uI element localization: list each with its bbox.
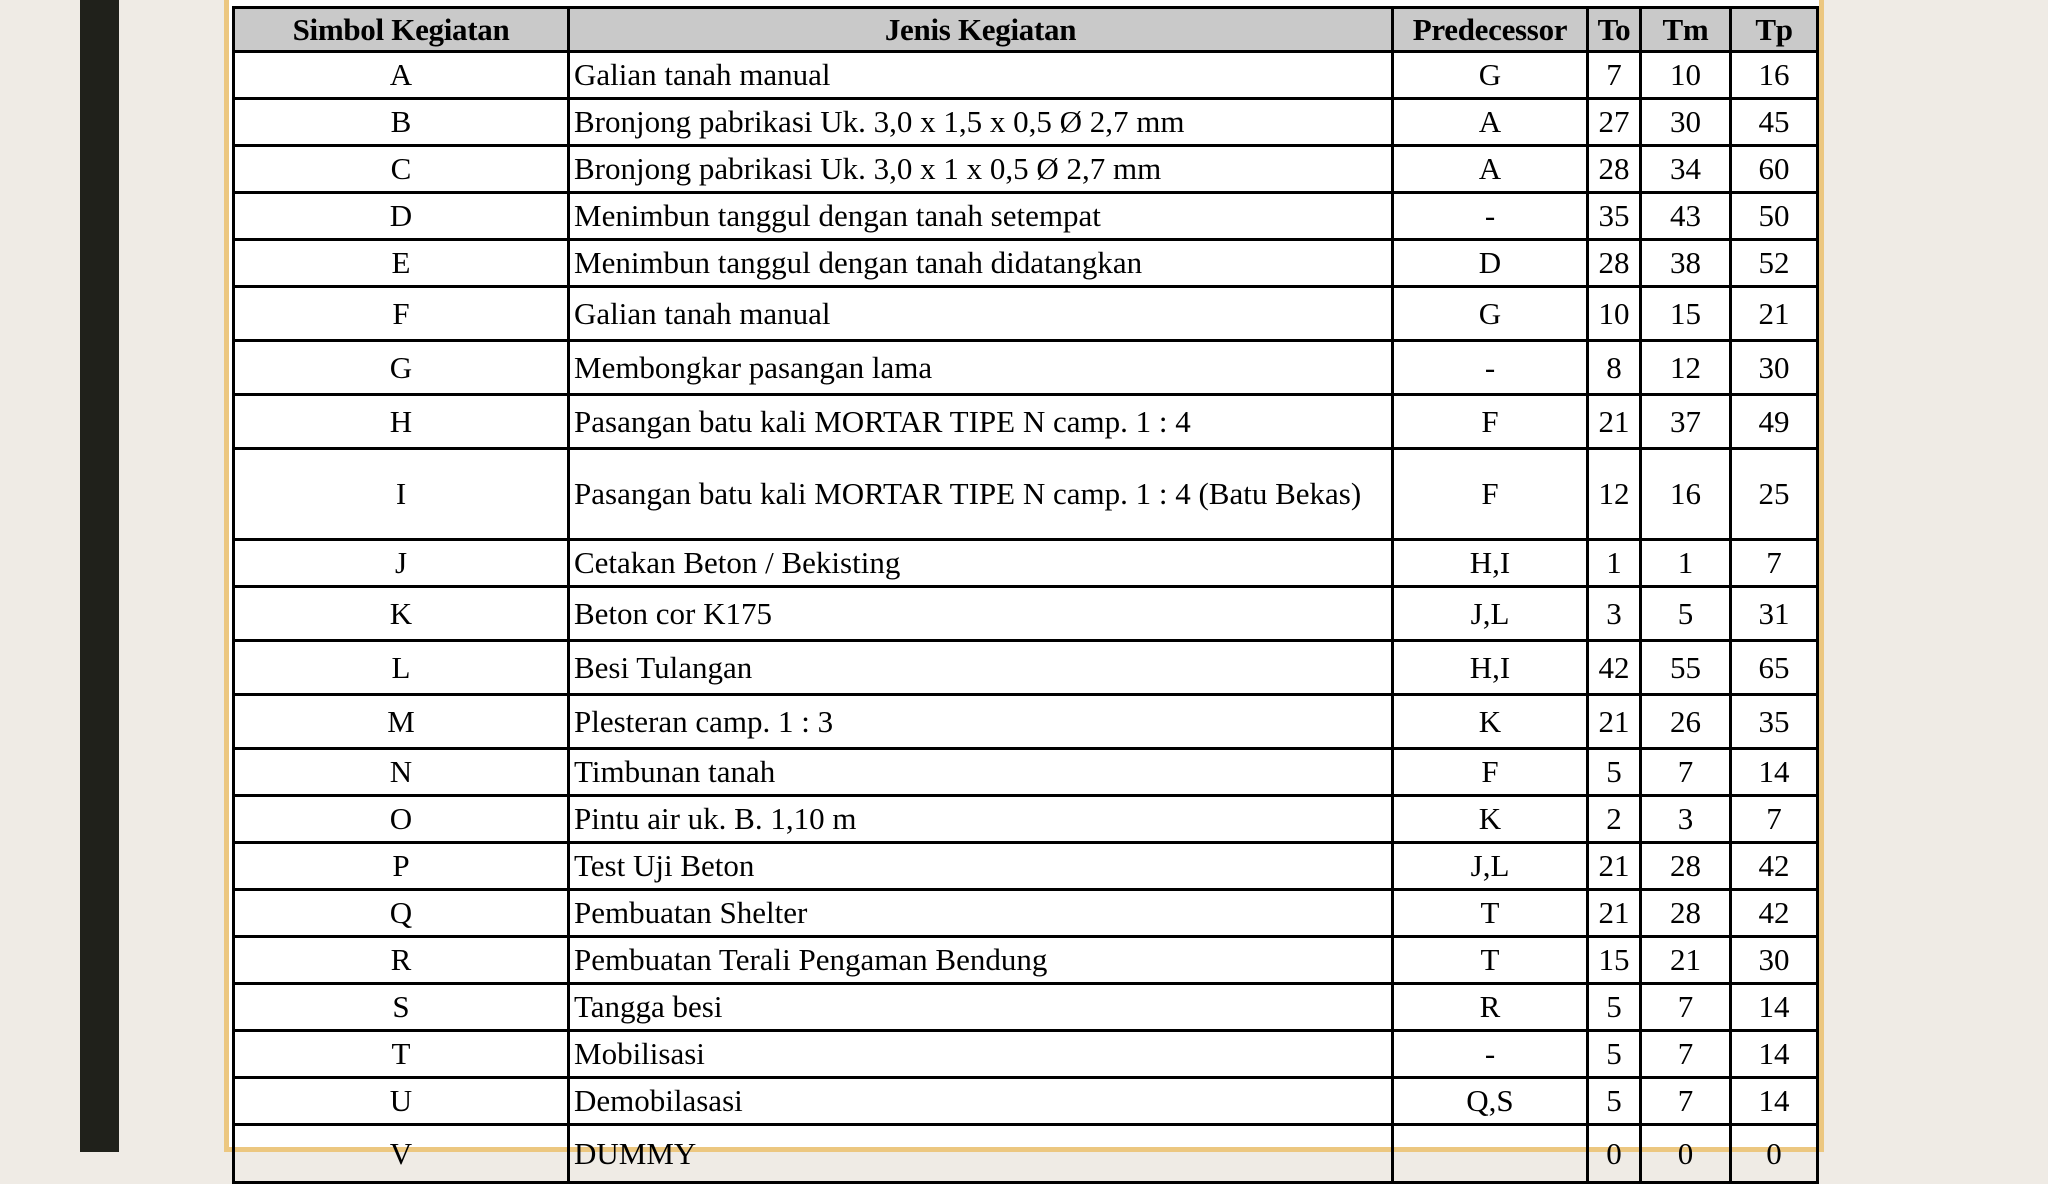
- cell-to: 12: [1588, 449, 1641, 540]
- cell-tm: 21: [1641, 937, 1731, 984]
- cell-tm: 16: [1641, 449, 1731, 540]
- cell-activity: Tangga besi: [569, 984, 1393, 1031]
- cell-activity: Bronjong pabrikasi Uk. 3,0 x 1 x 0,5 Ø 2,7 mm: [569, 146, 1393, 193]
- header-to: To: [1588, 8, 1641, 52]
- cell-to: 15: [1588, 937, 1641, 984]
- cell-to: 10: [1588, 287, 1641, 341]
- table-row: [234, 540, 1818, 587]
- table-row: [234, 587, 1818, 641]
- cell-to: 21: [1588, 890, 1641, 937]
- cell-activity: Pembuatan Terali Pengaman Bendung: [569, 937, 1393, 984]
- cell-predecessor: [1393, 1125, 1588, 1183]
- cell-tm: 37: [1641, 395, 1731, 449]
- cell-predecessor: G: [1393, 52, 1588, 99]
- header-activity: Jenis Kegiatan: [569, 8, 1393, 52]
- cell-tm: 55: [1641, 641, 1731, 695]
- cell-symbol: I: [234, 449, 569, 540]
- cell-tp: 16: [1731, 52, 1818, 99]
- cell-predecessor: A: [1393, 99, 1588, 146]
- cell-symbol: O: [234, 796, 569, 843]
- cell-to: 5: [1588, 1031, 1641, 1078]
- table-header-row: [234, 8, 1818, 52]
- cell-activity: Pintu air uk. B. 1,10 m: [569, 796, 1393, 843]
- table-row: [234, 240, 1818, 287]
- table-row: [234, 52, 1818, 99]
- cell-tm: 28: [1641, 843, 1731, 890]
- cell-symbol: M: [234, 695, 569, 749]
- cell-predecessor: R: [1393, 984, 1588, 1031]
- cell-tp: 42: [1731, 843, 1818, 890]
- cell-symbol: L: [234, 641, 569, 695]
- cell-symbol: B: [234, 99, 569, 146]
- cell-activity: Timbunan tanah: [569, 749, 1393, 796]
- cell-activity: Pembuatan Shelter: [569, 890, 1393, 937]
- cell-activity: Membongkar pasangan lama: [569, 341, 1393, 395]
- table-row: [234, 146, 1818, 193]
- cell-tp: 49: [1731, 395, 1818, 449]
- table-row: [234, 984, 1818, 1031]
- cell-tm: 5: [1641, 587, 1731, 641]
- cell-tp: 31: [1731, 587, 1818, 641]
- cell-tp: 14: [1731, 1078, 1818, 1125]
- cell-tm: 7: [1641, 1078, 1731, 1125]
- cell-tm: 28: [1641, 890, 1731, 937]
- cell-tm: 7: [1641, 749, 1731, 796]
- cell-to: 5: [1588, 1078, 1641, 1125]
- cell-tm: 38: [1641, 240, 1731, 287]
- cell-activity: Menimbun tanggul dengan tanah setempat: [569, 193, 1393, 240]
- cell-predecessor: H,I: [1393, 540, 1588, 587]
- cell-symbol: K: [234, 587, 569, 641]
- cell-symbol: U: [234, 1078, 569, 1125]
- cell-tm: 0: [1641, 1125, 1731, 1183]
- cell-tp: 60: [1731, 146, 1818, 193]
- cell-predecessor: F: [1393, 449, 1588, 540]
- cell-activity: Plesteran camp. 1 : 3: [569, 695, 1393, 749]
- table-frame: [224, 0, 1824, 1171]
- cell-predecessor: D: [1393, 240, 1588, 287]
- cell-activity: Mobilisasi: [569, 1031, 1393, 1078]
- cell-to: 7: [1588, 52, 1641, 99]
- activity-table: [232, 6, 1819, 1184]
- cell-to: 28: [1588, 240, 1641, 287]
- cell-activity: Besi Tulangan: [569, 641, 1393, 695]
- cell-tp: 21: [1731, 287, 1818, 341]
- cell-predecessor: H,I: [1393, 641, 1588, 695]
- cell-tm: 10: [1641, 52, 1731, 99]
- cell-to: 35: [1588, 193, 1641, 240]
- cell-symbol: P: [234, 843, 569, 890]
- cell-tp: 35: [1731, 695, 1818, 749]
- cell-predecessor: T: [1393, 890, 1588, 937]
- cell-activity: Galian tanah manual: [569, 287, 1393, 341]
- cell-to: 5: [1588, 984, 1641, 1031]
- cell-tm: 15: [1641, 287, 1731, 341]
- cell-tm: 43: [1641, 193, 1731, 240]
- cell-tp: 14: [1731, 1031, 1818, 1078]
- cell-tm: 30: [1641, 99, 1731, 146]
- cell-tp: 45: [1731, 99, 1818, 146]
- cell-symbol: J: [234, 540, 569, 587]
- table-row: [234, 843, 1818, 890]
- cell-to: 27: [1588, 99, 1641, 146]
- cell-activity: Demobilasasi: [569, 1078, 1393, 1125]
- cell-tp: 50: [1731, 193, 1818, 240]
- cell-activity: Pasangan batu kali MORTAR TIPE N camp. 1 : 4 (Batu Bekas): [569, 449, 1393, 540]
- cell-symbol: G: [234, 341, 569, 395]
- cell-predecessor: -: [1393, 193, 1588, 240]
- header-tp: Tp: [1731, 8, 1818, 52]
- cell-predecessor: T: [1393, 937, 1588, 984]
- table-row: [234, 1031, 1818, 1078]
- header-predecessor: Predecessor: [1393, 8, 1588, 52]
- cell-tp: 65: [1731, 641, 1818, 695]
- header-symbol: Simbol Kegiatan: [234, 8, 569, 52]
- cell-predecessor: F: [1393, 749, 1588, 796]
- cell-tp: 0: [1731, 1125, 1818, 1183]
- cell-to: 21: [1588, 395, 1641, 449]
- table-row: [234, 695, 1818, 749]
- cell-symbol: T: [234, 1031, 569, 1078]
- cell-symbol: N: [234, 749, 569, 796]
- table-row: [234, 1078, 1818, 1125]
- cell-symbol: Q: [234, 890, 569, 937]
- cell-tp: 7: [1731, 796, 1818, 843]
- cell-tm: 34: [1641, 146, 1731, 193]
- cell-to: 21: [1588, 843, 1641, 890]
- cell-tm: 7: [1641, 1031, 1731, 1078]
- cell-tp: 30: [1731, 341, 1818, 395]
- cell-tp: 42: [1731, 890, 1818, 937]
- cell-predecessor: J,L: [1393, 587, 1588, 641]
- cell-symbol: R: [234, 937, 569, 984]
- cell-symbol: C: [234, 146, 569, 193]
- cell-tp: 25: [1731, 449, 1818, 540]
- table-row: [234, 449, 1818, 540]
- table-row: [234, 796, 1818, 843]
- cell-to: 5: [1588, 749, 1641, 796]
- cell-to: 2: [1588, 796, 1641, 843]
- cell-tm: 7: [1641, 984, 1731, 1031]
- slide-side-bar: [80, 0, 119, 1152]
- cell-symbol: E: [234, 240, 569, 287]
- table-row: [234, 749, 1818, 796]
- cell-tm: 26: [1641, 695, 1731, 749]
- cell-predecessor: -: [1393, 341, 1588, 395]
- cell-predecessor: Q,S: [1393, 1078, 1588, 1125]
- header-tm: Tm: [1641, 8, 1731, 52]
- cell-activity: Pasangan batu kali MORTAR TIPE N camp. 1 : 4: [569, 395, 1393, 449]
- cell-tp: 14: [1731, 749, 1818, 796]
- table-row: [234, 890, 1818, 937]
- table-row: [234, 395, 1818, 449]
- cell-symbol: A: [234, 52, 569, 99]
- cell-to: 1: [1588, 540, 1641, 587]
- cell-predecessor: K: [1393, 796, 1588, 843]
- cell-activity: Bronjong pabrikasi Uk. 3,0 x 1,5 x 0,5 Ø 2,7 mm: [569, 99, 1393, 146]
- cell-tm: 12: [1641, 341, 1731, 395]
- cell-symbol: S: [234, 984, 569, 1031]
- cell-predecessor: F: [1393, 395, 1588, 449]
- cell-activity: Beton cor K175: [569, 587, 1393, 641]
- cell-predecessor: -: [1393, 1031, 1588, 1078]
- cell-symbol: H: [234, 395, 569, 449]
- cell-activity: Cetakan Beton / Bekisting: [569, 540, 1393, 587]
- cell-symbol: V: [234, 1125, 569, 1183]
- cell-symbol: F: [234, 287, 569, 341]
- table-row: [234, 641, 1818, 695]
- cell-tp: 7: [1731, 540, 1818, 587]
- cell-predecessor: A: [1393, 146, 1588, 193]
- table-row: [234, 341, 1818, 395]
- cell-symbol: D: [234, 193, 569, 240]
- cell-predecessor: J,L: [1393, 843, 1588, 890]
- table-body: [234, 52, 1818, 1183]
- cell-predecessor: K: [1393, 695, 1588, 749]
- table-row: [234, 99, 1818, 146]
- cell-tp: 14: [1731, 984, 1818, 1031]
- cell-to: 8: [1588, 341, 1641, 395]
- cell-predecessor: G: [1393, 287, 1588, 341]
- table-row: [234, 193, 1818, 240]
- cell-to: 21: [1588, 695, 1641, 749]
- cell-tm: 3: [1641, 796, 1731, 843]
- cell-to: 28: [1588, 146, 1641, 193]
- cell-activity: DUMMY: [569, 1125, 1393, 1183]
- cell-to: 0: [1588, 1125, 1641, 1183]
- cell-tm: 1: [1641, 540, 1731, 587]
- table-row: [234, 1125, 1818, 1183]
- cell-activity: Galian tanah manual: [569, 52, 1393, 99]
- cell-activity: Menimbun tanggul dengan tanah didatangkan: [569, 240, 1393, 287]
- table-row: [234, 937, 1818, 984]
- cell-tp: 52: [1731, 240, 1818, 287]
- cell-activity: Test Uji Beton: [569, 843, 1393, 890]
- cell-tp: 30: [1731, 937, 1818, 984]
- cell-to: 3: [1588, 587, 1641, 641]
- table-row: [234, 287, 1818, 341]
- cell-to: 42: [1588, 641, 1641, 695]
